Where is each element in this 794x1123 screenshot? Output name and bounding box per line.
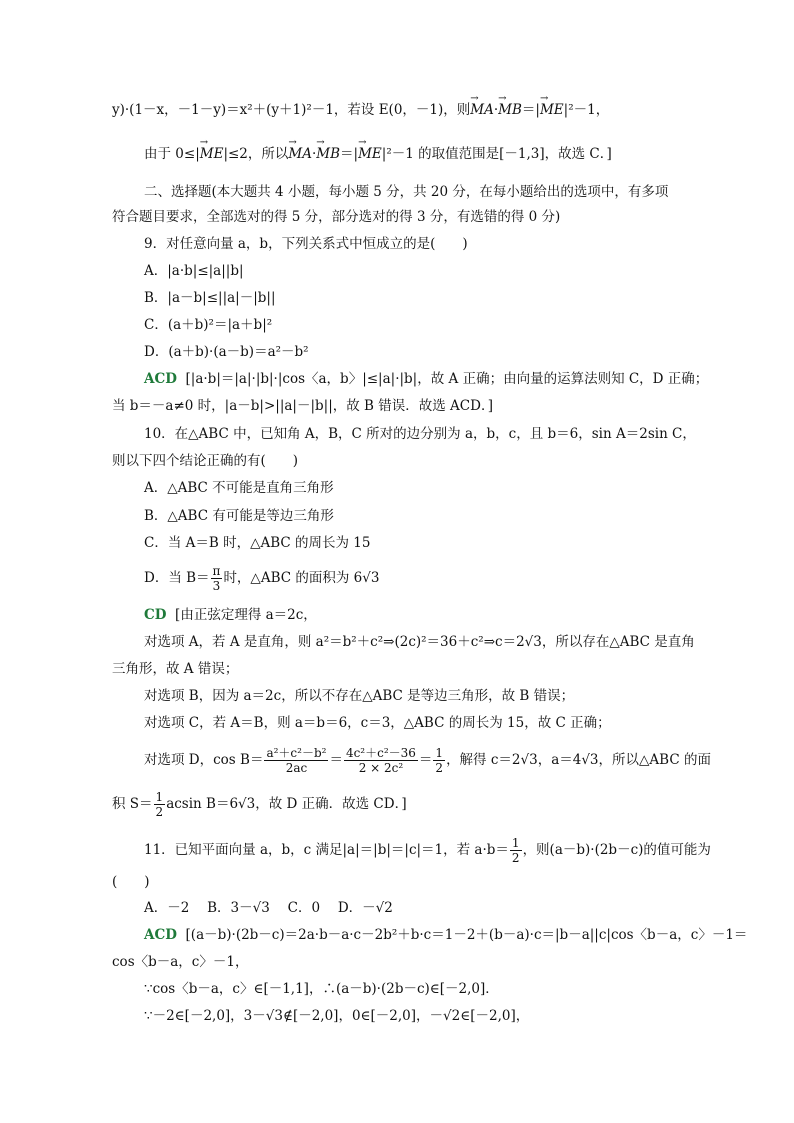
text-span: 由于 0≤| bbox=[144, 146, 200, 162]
fraction-denominator: 2 bbox=[511, 851, 520, 865]
vector-mb: → MB bbox=[316, 144, 340, 164]
option-a: A．|a·b|≤|a||b| bbox=[144, 263, 244, 279]
text-span: [(a－b)·(2b－c)＝2a·b－a·c－2b²＋b·c＝1－2＋(b－a)·c＝|b－a||c|cos〈b－a，c〉－1＝ bbox=[185, 927, 748, 943]
vector-me: → ME bbox=[540, 100, 564, 120]
text-span: 11．已知平面向量 a，b，c 满足|a|＝|b|＝|c|＝1，若 a·b＝ bbox=[144, 842, 509, 858]
text-span: ＝| bbox=[340, 146, 359, 162]
fraction-numerator: 1 bbox=[435, 746, 444, 760]
fraction bbox=[154, 790, 166, 819]
text-span: · bbox=[311, 146, 317, 162]
text-span: ，则(a－b)·(2b－c)的值可能为 bbox=[522, 842, 711, 858]
text-span: [由正弦定理得 a＝2c， bbox=[175, 607, 317, 623]
options-row: A．－2 B．3－√3 C．0 D．－√2 bbox=[144, 900, 393, 916]
question-11 bbox=[144, 836, 711, 865]
text-span: ＝ bbox=[418, 752, 433, 768]
fraction-denominator: 2ac bbox=[285, 761, 308, 775]
text-span: 对选项 D，cos B＝ bbox=[144, 752, 264, 768]
solution-line bbox=[144, 925, 747, 945]
text-span: ＝| bbox=[521, 102, 540, 118]
section-title: 二、选择题(本大题共 4 小题，每小题 5 分，共 20 分，在每小题给出的选项中，有多项 bbox=[144, 184, 669, 200]
fraction-denominator: 2 bbox=[435, 761, 444, 775]
text-span: ＝ bbox=[329, 752, 343, 768]
solution-line bbox=[144, 746, 711, 775]
fraction-denominator: 2 bbox=[155, 805, 164, 819]
option-c: C．(a＋b)²＝|a＋b|² bbox=[144, 317, 273, 333]
text-line bbox=[144, 144, 612, 164]
fraction-numerator: a²＋c²－b² bbox=[266, 746, 327, 760]
text-span: |≤2，所以 bbox=[223, 146, 289, 162]
fraction bbox=[344, 746, 418, 775]
vector-ma: → MA bbox=[470, 100, 494, 120]
question-10: 10．在△ABC 中，已知角 A，B，C 所对的边分别为 a，b，c，且 b＝6，sin A＝2sin C， bbox=[144, 426, 696, 442]
question-9: 9．对任意向量 a，b，下列关系式中恒成立的是( ) bbox=[144, 236, 468, 252]
solution-line: 三角形，故 A 错误； bbox=[112, 661, 239, 677]
vector-ma: → MA bbox=[288, 144, 312, 164]
solution-line: 对选项 C，若 A＝B，则 a＝b＝6，c＝3，△ABC 的周长为 15，故 C 正确； bbox=[144, 715, 611, 731]
text-span: acsin B＝6√3，故 D 正确．故选 CD．] bbox=[166, 796, 407, 812]
solution-line: 对选项 B，因为 a＝2c，所以不存在△ABC 是等边三角形，故 B 错误； bbox=[144, 688, 575, 704]
answer-label: ACD bbox=[144, 371, 177, 387]
fraction-numerator: 1 bbox=[511, 836, 520, 850]
vector-mb: → MB bbox=[498, 100, 522, 120]
fraction bbox=[433, 746, 445, 775]
vector-me: → ME bbox=[358, 144, 382, 164]
fraction-numerator: π bbox=[212, 564, 221, 578]
text-span: 时，△ABC 的面积为 6√3 bbox=[223, 570, 380, 586]
solution-line: 对选项 A，若 A 是直角，则 a²＝b²＋c²⇒(2c)²＝36＋c²⇒c＝2√3，所以存在△ABC 是直角 bbox=[144, 634, 695, 650]
solution-line bbox=[112, 790, 407, 819]
option-c: C．当 A＝B 时，△ABC 的周长为 15 bbox=[144, 535, 371, 551]
fraction bbox=[211, 564, 223, 593]
text-span: 积 S＝ bbox=[112, 796, 153, 812]
option-b: B．△ABC 有可能是等边三角形 bbox=[144, 508, 334, 524]
fraction-numerator: 1 bbox=[155, 790, 164, 804]
text-span: D．当 B＝ bbox=[144, 570, 210, 586]
text-span: |²－1， bbox=[563, 102, 610, 118]
option-a: A．△ABC 不可能是直角三角形 bbox=[144, 480, 334, 496]
fraction-denominator: 3 bbox=[212, 579, 221, 593]
solution-line bbox=[144, 605, 317, 625]
option-d bbox=[144, 564, 379, 593]
text-span: |²－1 的取值范围是[－1,3]，故选 C．] bbox=[381, 146, 612, 162]
fraction-numerator: 4c²＋c²－36 bbox=[345, 746, 416, 760]
solution-line: ∵cos〈b－a，c〉∈[－1,1]，∴(a－b)·(2b－c)∈[－2,0]． bbox=[144, 981, 499, 997]
question-10-cont: 则以下四个结论正确的有( ) bbox=[112, 453, 299, 469]
solution-line bbox=[144, 369, 708, 389]
text-span: · bbox=[493, 102, 499, 118]
vector-me: → ME bbox=[200, 144, 224, 164]
answer-label: CD bbox=[144, 607, 167, 623]
section-title-cont: 符合题目要求，全部选对的得 5 分，部分选对的得 3 分，有选错的得 0 分) bbox=[112, 209, 561, 225]
fraction bbox=[510, 836, 522, 865]
option-b: B．|a－b|≤||a|－|b|| bbox=[144, 290, 276, 306]
solution-line: 当 b＝－a≠0 时，|a－b|>||a|－|b||，故 B 错误．故选 ACD．] bbox=[112, 398, 493, 414]
text-line bbox=[112, 100, 609, 120]
question-11-cont: ( ) bbox=[112, 874, 150, 890]
fraction bbox=[264, 746, 328, 775]
text-span: y)·(1－x，－1－y)＝x²＋(y＋1)²－1，若设 E(0，－1)，则 bbox=[112, 102, 471, 118]
fraction-denominator: 2 × 2c² bbox=[358, 761, 404, 775]
text-span: ，解得 c＝2√3，a＝4√3，所以△ABC 的面 bbox=[446, 752, 711, 768]
text-span: [|a·b|＝|a|·|b|·|cos〈a，b〉|≤|a|·|b|，故 A 正确；由向量的运算法则知 C，D 正确； bbox=[185, 371, 709, 387]
answer-label: ACD bbox=[144, 927, 177, 943]
solution-line: ∵－2∈[－2,0]，3－√3∉[－2,0]，0∈[－2,0]，－√2∈[－2,0]， bbox=[144, 1008, 530, 1024]
option-d: D．(a＋b)·(a－b)＝a²－b² bbox=[144, 344, 309, 360]
solution-line: cos〈b－a，c〉－1， bbox=[112, 954, 249, 970]
